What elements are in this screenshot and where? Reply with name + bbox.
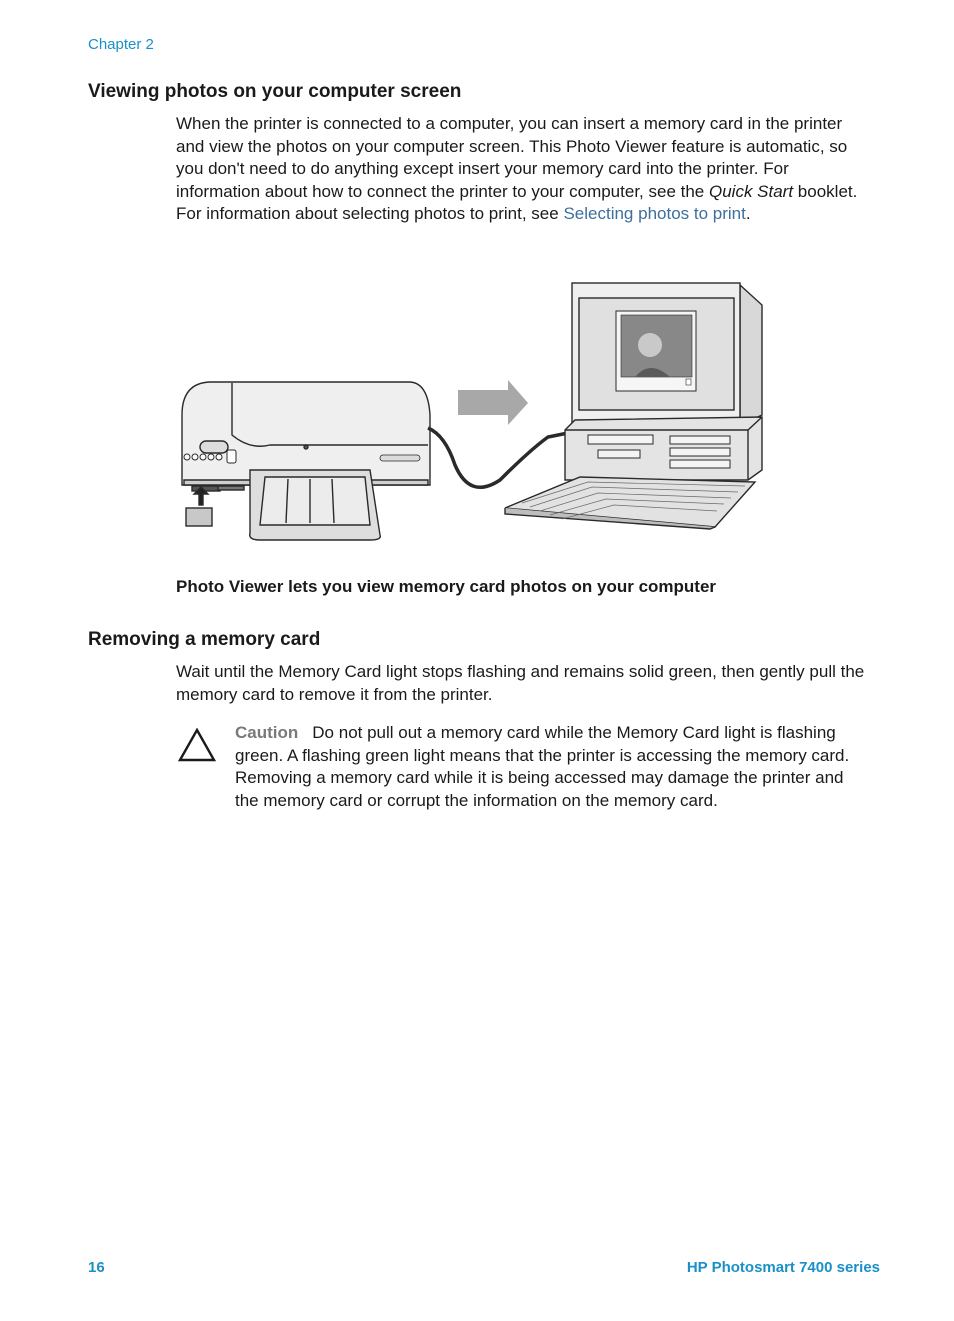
caution-label: Caution bbox=[235, 723, 299, 742]
paragraph-text-end: . bbox=[745, 204, 751, 223]
monitor-illustration bbox=[572, 283, 762, 425]
section-heading-removing-card: Removing a memory card bbox=[88, 629, 321, 650]
chapter-label: Chapter 2 bbox=[88, 36, 154, 53]
product-name: HP Photosmart 7400 series bbox=[686, 1259, 880, 1276]
direction-arrow bbox=[458, 380, 528, 425]
usb-cable bbox=[428, 428, 568, 487]
quick-start-title: Quick Start bbox=[708, 181, 794, 201]
viewing-photos-paragraph bbox=[176, 113, 866, 226]
printer-illustration bbox=[182, 382, 430, 540]
page-number: 16 bbox=[88, 1259, 105, 1276]
photo-viewer-illustration bbox=[170, 275, 770, 550]
caution-note bbox=[235, 722, 860, 812]
figure-caption: Photo Viewer lets you view memory card photos on your computer bbox=[176, 577, 717, 596]
removing-card-paragraph: Wait until the Memory Card light stops flashing and remains solid green, then gently pull the memory card to remove it from the printer. bbox=[176, 662, 865, 704]
section-heading-viewing-photos: Viewing photos on your computer screen bbox=[88, 81, 462, 102]
computer-base-illustration bbox=[565, 417, 762, 480]
selecting-photos-link[interactable]: Selecting photos to print bbox=[563, 204, 746, 223]
paragraph-text-2: booklet. For information about selecting photos to print, see bbox=[176, 181, 858, 223]
caution-triangle-icon bbox=[178, 728, 216, 762]
keyboard-illustration bbox=[505, 477, 755, 529]
paragraph-text-1: When the printer is connected to a computer, you can insert a memory card in the printer and view the photos on your computer screen. This Photo Viewer feature is automatic, so you don't need to do anything except insert your memory card into the printer. For information about how to connect the printer to your computer, see the bbox=[176, 114, 848, 201]
caution-text: Do not pull out a memory card while the Memory Card light is flashing green. A flashing green light means that the printer is accessing the memory card. Removing a memory card while it is being accessed may damage the printer and the memory card or corrupt the information on the memory card. bbox=[235, 723, 850, 810]
